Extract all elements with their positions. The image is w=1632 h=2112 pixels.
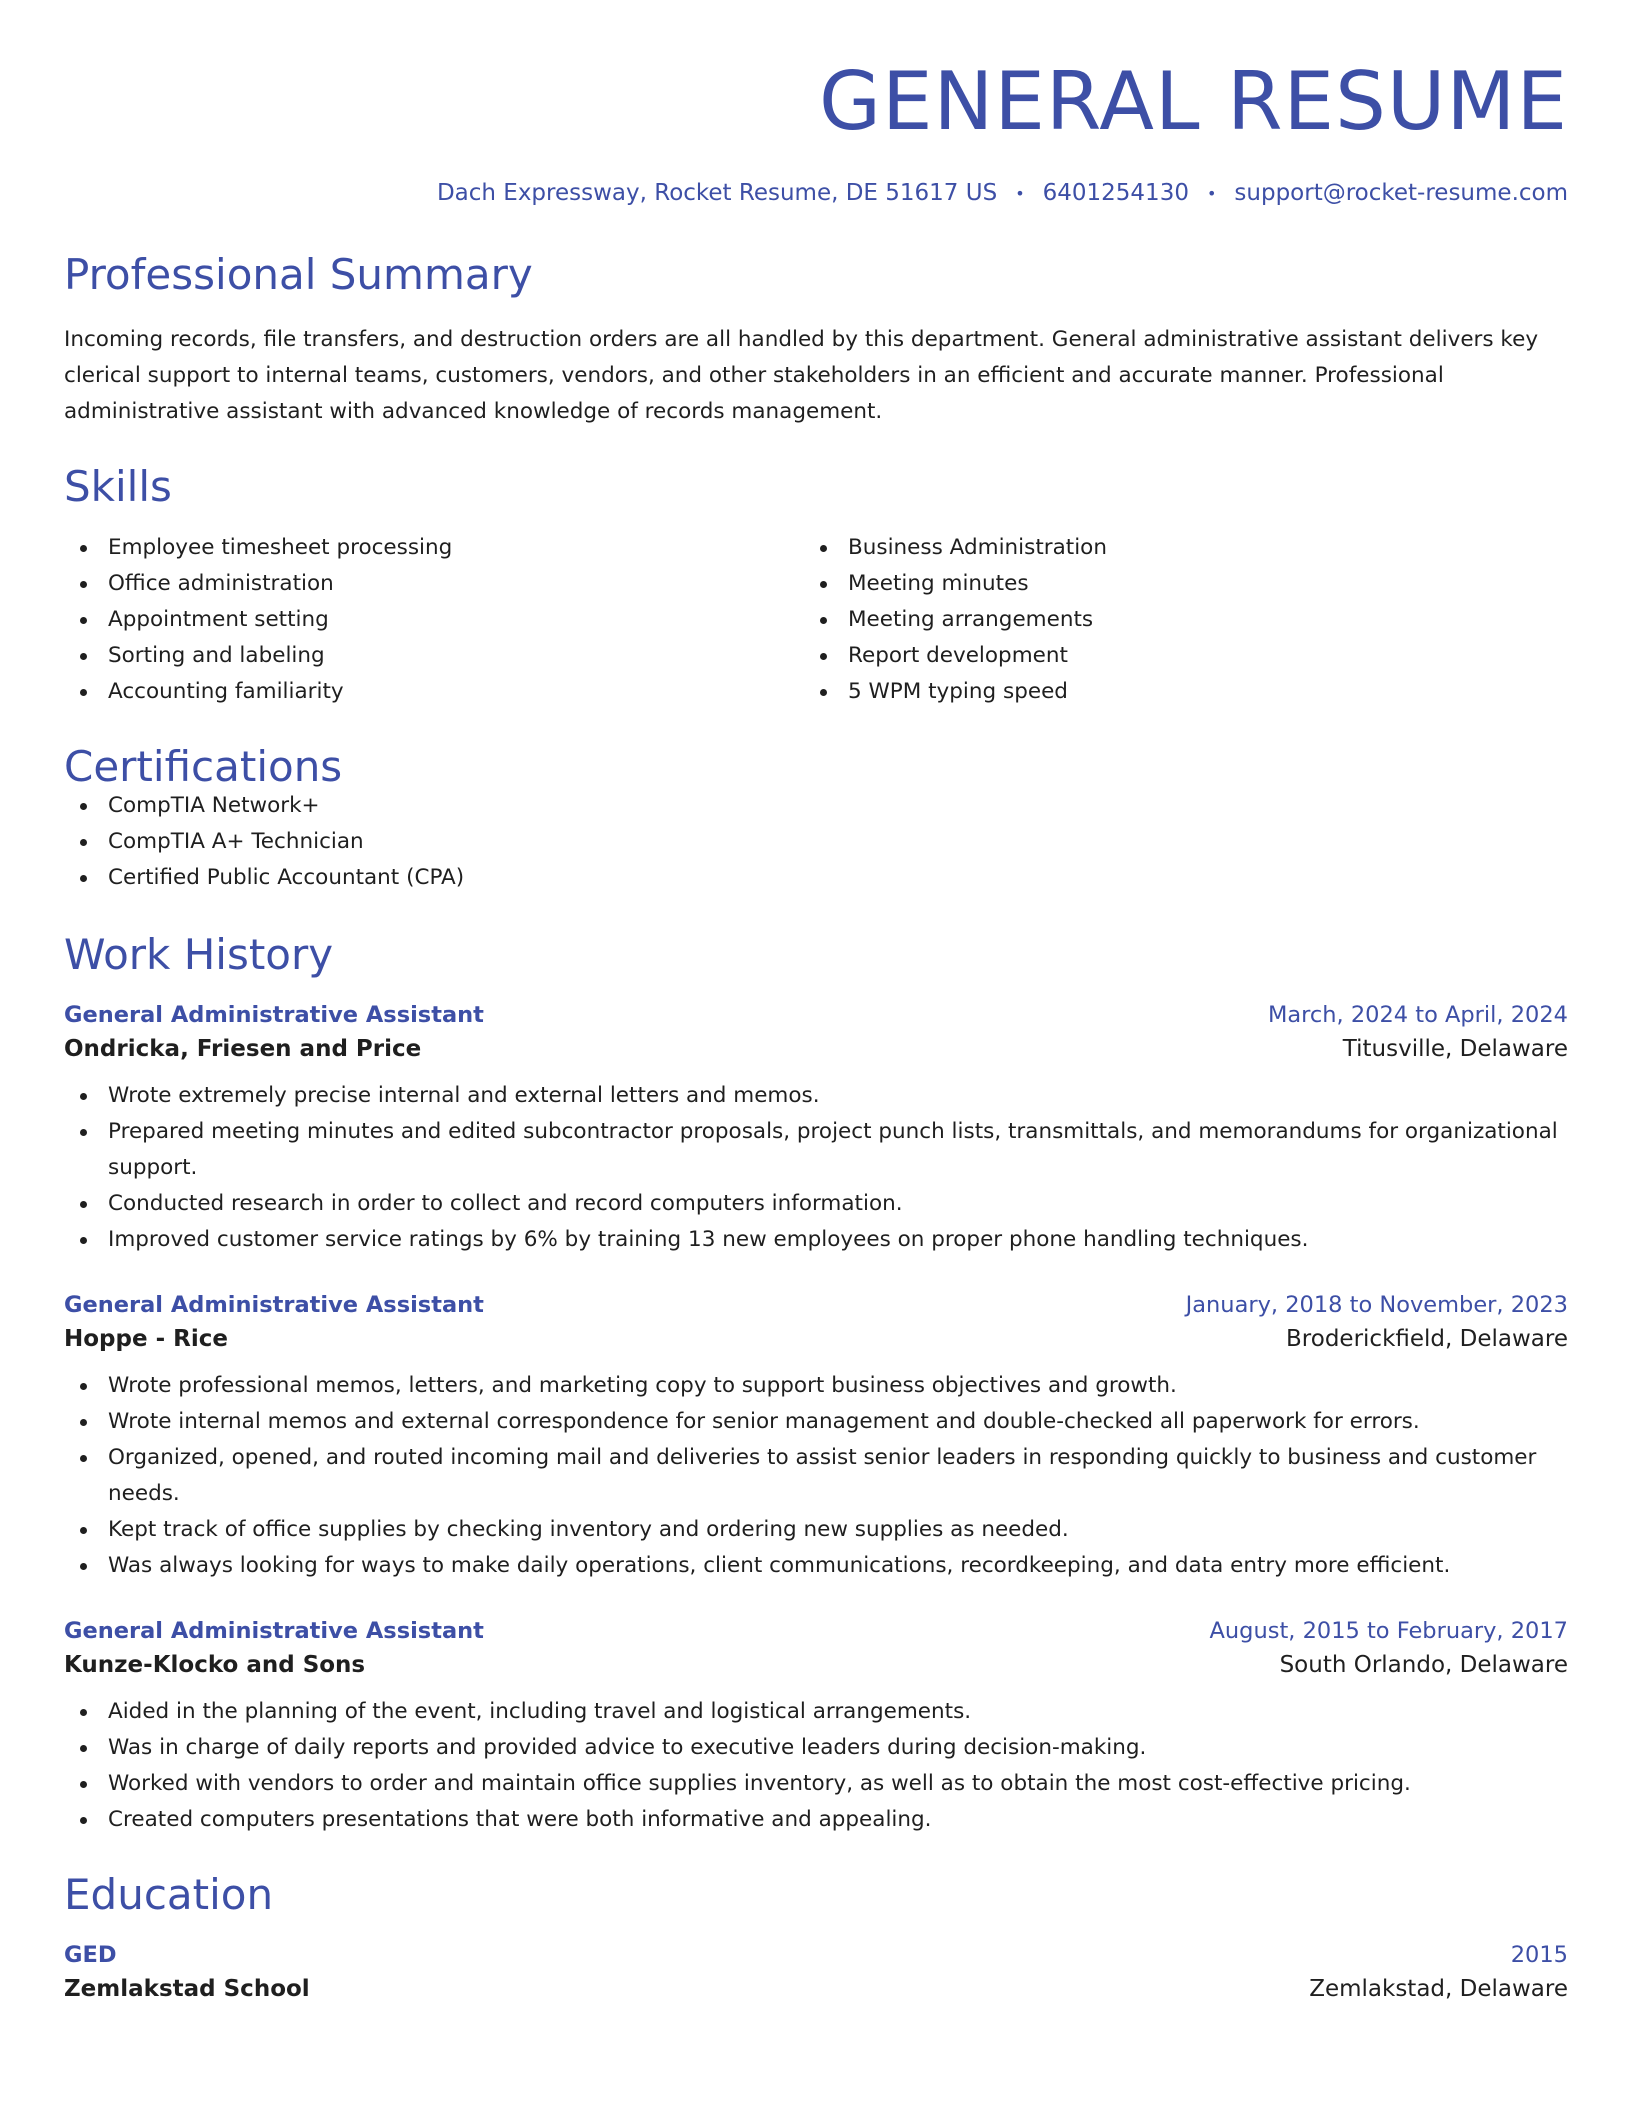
- skills-grid: [64, 530, 1568, 710]
- job-bullet: Was in charge of daily reports and provided advice to executive leaders during decision-making.: [64, 1730, 1568, 1766]
- education-school: Zemlakstad School: [64, 1976, 310, 2002]
- job-title: General Administrative Assistant: [64, 1618, 484, 1644]
- contact-line: [64, 180, 1568, 206]
- skills-column-left: [64, 530, 804, 710]
- education-heading: Education: [64, 1870, 274, 1919]
- contact-separator: •: [1015, 183, 1025, 203]
- job-dates: March, 2024 to April, 2024: [1267, 1002, 1568, 1028]
- work-history-heading: Work History: [64, 930, 334, 979]
- skill-item: Accounting familiarity: [64, 674, 804, 710]
- skill-item: Employee timesheet processing: [64, 530, 804, 566]
- education-header-row: [64, 1942, 1568, 1968]
- job-bullet: Improved customer service ratings by 6% by training 13 new employees on proper phone handling techniques.: [64, 1222, 1568, 1258]
- job-bullet: Was always looking for ways to make daily operations, client communications, recordkeeping, and data entry more efficient.: [64, 1548, 1568, 1584]
- job-bullet: Prepared meeting minutes and edited subcontractor proposals, project punch lists, transmittals, and memorandums for organizational support.: [64, 1114, 1568, 1186]
- job-dates: January, 2018 to November, 2023: [1185, 1292, 1568, 1318]
- job-bullets: [64, 1368, 1568, 1584]
- contact-address: Dach Expressway, Rocket Resume, DE 51617 US: [436, 180, 998, 206]
- job-bullet: Kept track of office supplies by checking inventory and ordering new supplies as needed.: [64, 1512, 1568, 1548]
- job-title: General Administrative Assistant: [64, 1002, 484, 1028]
- education-year: 2015: [1510, 1942, 1568, 1968]
- contact-separator: •: [1206, 183, 1217, 203]
- skills-column-right: [804, 530, 1544, 710]
- job-company-row: [64, 1036, 1568, 1062]
- skill-item: Sorting and labeling: [64, 638, 804, 674]
- skill-item: Meeting minutes: [804, 566, 1544, 602]
- job-location: South Orlando, Delaware: [1279, 1652, 1568, 1678]
- skills-list-right: [804, 530, 1544, 710]
- summary-heading: Professional Summary: [64, 250, 533, 299]
- job-bullets: [64, 1078, 1568, 1258]
- job-bullets: [64, 1694, 1568, 1838]
- job-location: Broderickfield, Delaware: [1286, 1326, 1568, 1352]
- job-entry: [64, 1292, 1568, 1584]
- job-company: Ondricka, Friesen and Price: [64, 1036, 422, 1062]
- contact-email[interactable]: support@rocket-resume.com: [1234, 180, 1568, 206]
- job-header-row: [64, 1292, 1568, 1318]
- job-bullet: Created computers presentations that were both informative and appealing.: [64, 1802, 1568, 1838]
- skill-item: Meeting arrangements: [804, 602, 1544, 638]
- skill-item: Business Administration: [804, 530, 1544, 566]
- job-header-row: [64, 1618, 1568, 1644]
- job-bullet: Conducted research in order to collect and record computers information.: [64, 1186, 1568, 1222]
- job-entry: [64, 1618, 1568, 1838]
- skill-item: Report development: [804, 638, 1544, 674]
- job-title: General Administrative Assistant: [64, 1292, 484, 1318]
- certifications-heading: Certifications: [64, 742, 343, 791]
- contact-phone: 6401254130: [1042, 180, 1189, 206]
- job-dates: August, 2015 to February, 2017: [1209, 1618, 1568, 1644]
- education-degree: GED: [64, 1942, 117, 1968]
- certifications-list: [64, 788, 1568, 896]
- job-company-row: [64, 1652, 1568, 1678]
- certification-item: CompTIA Network+: [64, 788, 1568, 824]
- education-entry: [64, 1942, 1568, 2002]
- skills-heading: Skills: [64, 462, 172, 511]
- job-bullet: Worked with vendors to order and maintain office supplies inventory, as well as to obtain the most cost-effective pricing.: [64, 1766, 1568, 1802]
- education-school-row: [64, 1976, 1568, 2002]
- skill-item: Appointment setting: [64, 602, 804, 638]
- resume-name: GENERAL RESUME: [818, 55, 1568, 148]
- skill-item: Office administration: [64, 566, 804, 602]
- certification-item: CompTIA A+ Technician: [64, 824, 1568, 860]
- job-bullet: Wrote professional memos, letters, and marketing copy to support business objectives and growth.: [64, 1368, 1568, 1404]
- skill-item: 5 WPM typing speed: [804, 674, 1544, 710]
- job-entry: [64, 1002, 1568, 1258]
- job-location: Titusville, Delaware: [1342, 1036, 1568, 1062]
- job-bullet: Wrote internal memos and external correspondence for senior management and double-checked all paperwork for errors.: [64, 1404, 1568, 1440]
- summary-text: Incoming records, file transfers, and destruction orders are all handled by this department. General administrative assistant delivers key clerical support to internal teams, customers, vendors, and other stakeholders in an efficient and accurate manner. Professional administrative assistant with advanced knowledge of records management.: [64, 327, 1539, 424]
- job-header-row: [64, 1002, 1568, 1028]
- job-bullet: Organized, opened, and routed incoming mail and deliveries to assist senior leaders in responding quickly to business and customer needs.: [64, 1440, 1568, 1512]
- skills-list-left: [64, 530, 804, 710]
- job-company-row: [64, 1326, 1568, 1352]
- job-company: Hoppe - Rice: [64, 1326, 228, 1352]
- education-location: Zemlakstad, Delaware: [1309, 1976, 1568, 2002]
- job-bullet: Aided in the planning of the event, including travel and logistical arrangements.: [64, 1694, 1568, 1730]
- certification-item: Certified Public Accountant (CPA): [64, 860, 1568, 896]
- job-company: Kunze-Klocko and Sons: [64, 1652, 366, 1678]
- job-bullet: Wrote extremely precise internal and external letters and memos.: [64, 1078, 1568, 1114]
